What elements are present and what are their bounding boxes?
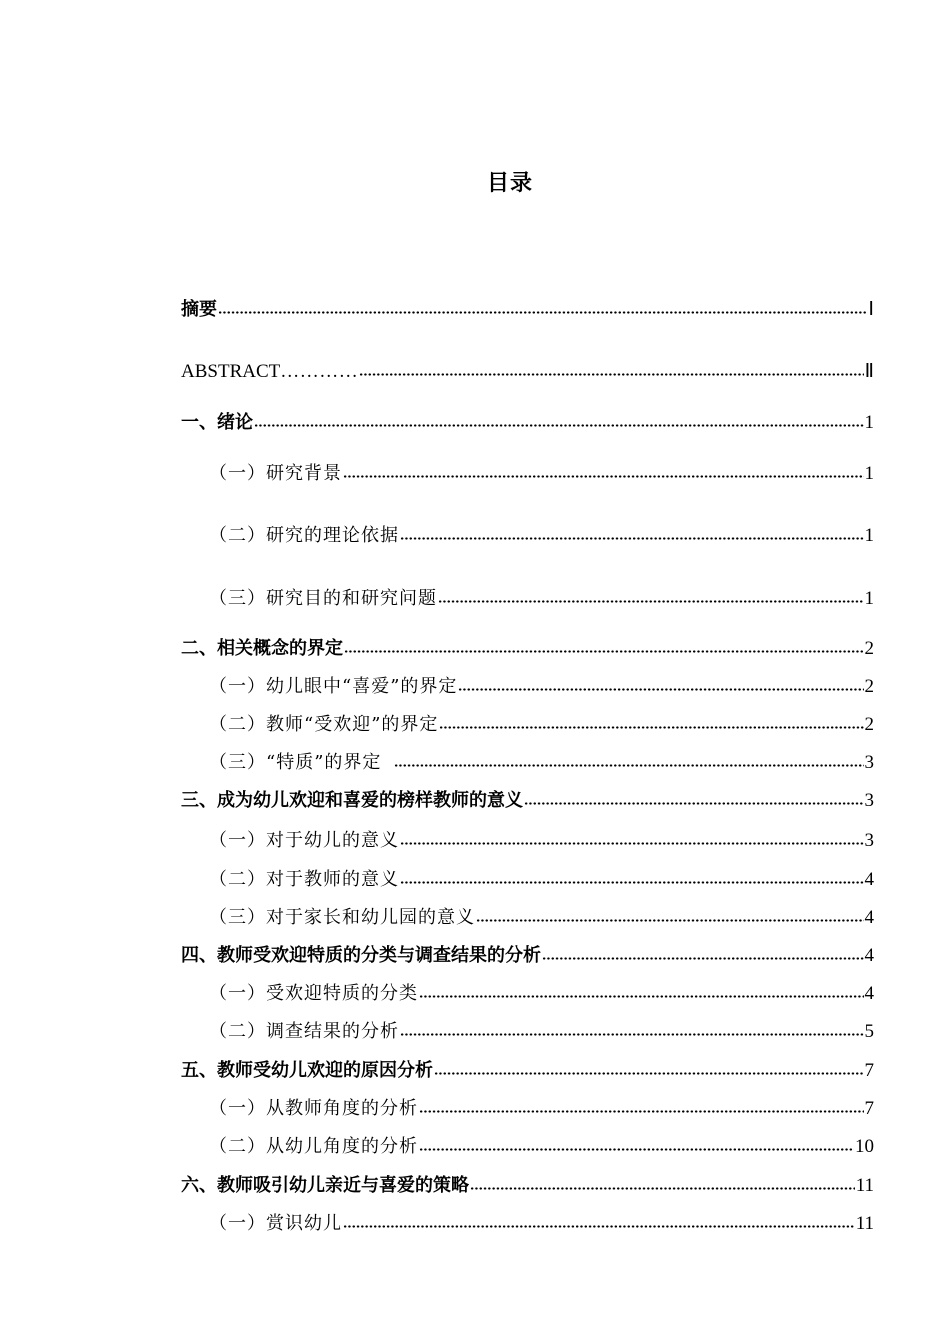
toc-label: （三）对于家长和幼儿园的意义 (209, 907, 475, 928)
toc-page-number: 3 (864, 830, 874, 851)
toc-label: （三）研究目的和研究问题 (209, 588, 437, 609)
dot-leader (418, 1133, 855, 1161)
toc-entry-section-3-2[interactable] (209, 866, 874, 894)
toc-page-number: 4 (864, 907, 874, 928)
toc-entry-section-2-1[interactable] (209, 673, 874, 701)
toc-page-number: 1 (864, 412, 874, 433)
dot-leader (393, 749, 864, 777)
toc-page-number: 7 (864, 1098, 874, 1119)
toc-page-number: 1 (864, 588, 874, 609)
toc-entry-section-6-1[interactable] (209, 1210, 874, 1238)
toc-entry-section-2-3[interactable] (209, 749, 874, 777)
toc-page-number: 2 (864, 714, 874, 735)
toc-entry-section-3[interactable] (181, 787, 874, 815)
dot-leader (433, 1057, 865, 1085)
dot-leader (399, 866, 865, 894)
toc-entry-section-4-2[interactable] (209, 1018, 874, 1046)
dot-leader (217, 296, 868, 324)
toc-entry-section-5-2[interactable] (209, 1133, 874, 1161)
toc-label: 五、教师受幼儿欢迎的原因分析 (181, 1060, 433, 1081)
toc-label: （二）从幼儿角度的分析 (209, 1136, 418, 1157)
toc-page-number: Ⅰ (868, 299, 874, 320)
toc-page-number: Ⅱ (864, 361, 874, 382)
toc-page-number: 4 (864, 983, 874, 1004)
toc-label: （一）受欢迎特质的分类 (209, 983, 418, 1004)
toc-label-text: ABSTRACT (181, 361, 281, 382)
toc-page-number: 1 (864, 463, 874, 484)
toc-label: （二）对于教师的意义 (209, 869, 399, 890)
dot-leader (418, 980, 865, 1008)
dot-leader (469, 1172, 856, 1200)
toc-page-number: 3 (864, 790, 874, 811)
toc-label: 一、绪论 (181, 412, 253, 433)
toc-label: （一）幼儿眼中“喜爱”的界定 (209, 676, 458, 697)
toc-entry-section-4-1[interactable] (209, 980, 874, 1008)
dot-leader (523, 787, 865, 815)
dot-leader (399, 827, 865, 855)
toc-page-number: 11 (855, 1213, 874, 1234)
toc-label: （二）教师“受欢迎”的界定 (209, 714, 439, 735)
page-title: 目录 (486, 171, 533, 196)
toc-entry-section-1[interactable] (181, 409, 874, 437)
toc-page-number: 7 (864, 1060, 874, 1081)
toc-page-number: 1 (864, 525, 874, 546)
dot-leader (253, 409, 865, 437)
toc-label: （一）从教师角度的分析 (209, 1098, 418, 1119)
toc-page-number: 5 (864, 1021, 874, 1042)
toc-label: 六、教师吸引幼儿亲近与喜爱的策略 (181, 1175, 469, 1196)
toc-entry-section-5[interactable] (181, 1057, 874, 1085)
dot-leader (399, 522, 865, 550)
toc-inline-dots: ………… (280, 361, 359, 382)
toc-label: 三、成为幼儿欢迎和喜爱的榜样教师的意义 (181, 790, 523, 811)
toc-entry-section-1-2[interactable] (209, 522, 874, 550)
toc-label (181, 358, 358, 386)
toc-entry-section-3-3[interactable] (209, 904, 874, 932)
toc-page-number: 4 (864, 869, 874, 890)
toc-entry-section-3-1[interactable] (209, 827, 874, 855)
toc-entry-section-2-2[interactable] (209, 711, 874, 739)
toc-label: 摘要 (181, 299, 217, 320)
toc-label: （三）“特质”的界定 (209, 752, 382, 773)
toc-page-number: 4 (864, 945, 874, 966)
toc-entry-section-2[interactable] (181, 635, 874, 663)
dot-leader (342, 460, 865, 488)
toc-label: 二、相关概念的界定 (181, 638, 343, 659)
dot-leader (418, 1095, 865, 1123)
toc-entry-abstract-en[interactable] (181, 358, 874, 386)
dot-leader (343, 635, 865, 663)
toc-entry-section-6[interactable] (181, 1172, 874, 1200)
toc-entry-section-5-1[interactable] (209, 1095, 874, 1123)
dot-leader (541, 942, 865, 970)
toc-page-number: 11 (855, 1175, 874, 1196)
dot-leader (438, 711, 864, 739)
toc-entry-section-4[interactable] (181, 942, 874, 970)
dot-leader (399, 1018, 865, 1046)
toc-label: （一）对于幼儿的意义 (209, 830, 399, 851)
toc-label: （二）研究的理论依据 (209, 525, 399, 546)
toc-label: 四、教师受欢迎特质的分类与调查结果的分析 (181, 945, 541, 966)
toc-page-number: 2 (864, 676, 874, 697)
toc-entry-section-1-1[interactable] (209, 460, 874, 488)
dot-leader (358, 358, 864, 386)
toc-page-number: 2 (864, 638, 874, 659)
dot-leader (475, 904, 865, 932)
dot-leader (437, 585, 865, 613)
toc-label: （二）调查结果的分析 (209, 1021, 399, 1042)
toc-label: （一）赏识幼儿 (209, 1213, 342, 1234)
toc-page-number: 10 (855, 1136, 874, 1157)
toc-page-number: 3 (864, 752, 874, 773)
toc-entry-section-1-3[interactable] (209, 585, 874, 613)
dot-leader (342, 1210, 856, 1238)
toc-entry-abstract-cn[interactable] (181, 296, 874, 324)
toc-label: （一）研究背景 (209, 463, 342, 484)
dot-leader (457, 673, 864, 701)
